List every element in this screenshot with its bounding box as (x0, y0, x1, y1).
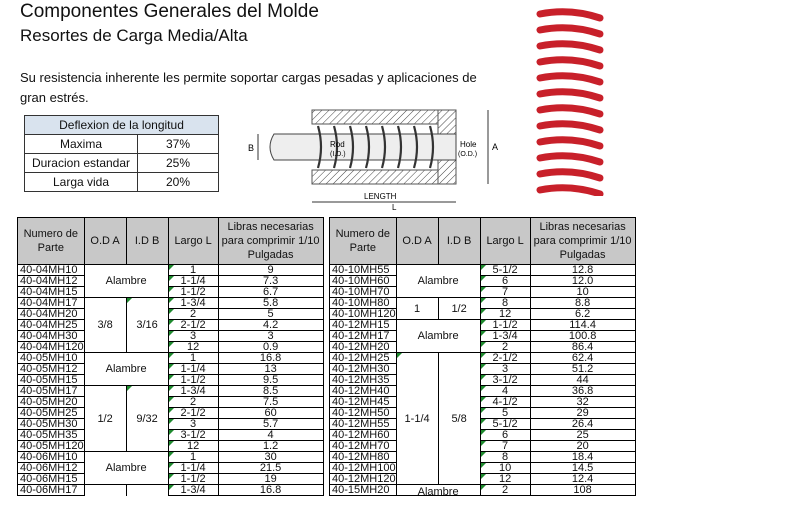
largo-cell: 2 (480, 485, 530, 496)
part-cell: 40-06MH12 (18, 463, 85, 474)
part-cell: 40-04MH20 (18, 309, 85, 320)
table-row (330, 408, 636, 419)
libras-cell: 51.2 (530, 364, 635, 375)
table-row (25, 173, 219, 192)
part-cell: 40-12MH15 (330, 320, 397, 331)
od-cell: 1/2 (84, 386, 126, 452)
table-row (18, 331, 324, 342)
table-row (18, 386, 324, 397)
libras-cell: 44 (530, 375, 635, 386)
table-row (18, 353, 324, 364)
largo-cell: 2 (168, 309, 218, 320)
libras-cell: 60 (218, 408, 323, 419)
page-subtitle: Resortes de Carga Media/Alta (20, 26, 248, 45)
table-row (330, 463, 636, 474)
libras-cell: 100.8 (530, 331, 635, 342)
dim-a-label: A (492, 142, 499, 152)
table-row (18, 463, 324, 474)
part-cell: 40-15MH20 (330, 485, 397, 496)
largo-cell: 4 (480, 386, 530, 397)
largo-cell: 6 (480, 276, 530, 287)
part-cell: 40-05MH30 (18, 419, 85, 430)
part-cell: 40-10MH120 (330, 309, 397, 320)
part-cell: 40-04MH10 (18, 265, 85, 276)
deflection-value: 25% (138, 154, 219, 173)
part-cell: 40-04MH25 (18, 320, 85, 331)
table-row (18, 485, 324, 496)
libras-cell: 0.9 (218, 342, 323, 353)
page-title: Componentes Generales del Molde (20, 1, 319, 22)
part-cell: 40-05MH15 (18, 375, 85, 386)
material-cell: Alambre (84, 265, 168, 298)
col-header-id: I.D B (438, 218, 480, 265)
part-cell: 40-05MH10 (18, 353, 85, 364)
libras-cell: 12.0 (530, 276, 635, 287)
part-cell: 40-10MH80 (330, 298, 397, 309)
table-row (18, 397, 324, 408)
libras-cell: 7.5 (218, 397, 323, 408)
col-header-part: Numero de Parte (18, 218, 85, 265)
part-cell: 40-12MH50 (330, 408, 397, 419)
libras-cell: 8.8 (530, 298, 635, 309)
largo-cell: 1-3/4 (168, 298, 218, 309)
libras-cell: 108 (530, 485, 635, 496)
libras-cell: 12.8 (530, 265, 635, 276)
libras-cell: 18.4 (530, 452, 635, 463)
table-row (330, 419, 636, 430)
libras-cell: 6.2 (530, 309, 635, 320)
part-cell: 40-12MH25 (330, 353, 397, 364)
table-row (330, 265, 636, 276)
part-cell: 40-06MH15 (18, 474, 85, 485)
part-cell: 40-05MH17 (18, 386, 85, 397)
deflection-value: 20% (138, 173, 219, 192)
deflection-label: Larga vida (25, 173, 138, 192)
libras-cell: 3 (218, 331, 323, 342)
part-cell: 40-12MH17 (330, 331, 397, 342)
table-row (330, 375, 636, 386)
part-cell: 40-04MH17 (18, 298, 85, 309)
col-header-od: O.D A (396, 218, 438, 265)
libras-cell: 9 (218, 265, 323, 276)
table-row (18, 309, 324, 320)
libras-cell: 5.7 (218, 419, 323, 430)
part-cell: 40-12MH40 (330, 386, 397, 397)
largo-cell: 3 (168, 419, 218, 430)
table-row (330, 474, 636, 485)
table-row (18, 265, 324, 276)
libras-cell: 21.5 (218, 463, 323, 474)
table-row (330, 287, 636, 298)
libras-cell: 12.4 (530, 474, 635, 485)
largo-cell: 3-1/2 (168, 430, 218, 441)
libras-cell: 62.4 (530, 353, 635, 364)
material-cell: Alambre (396, 320, 480, 353)
table-row (330, 397, 636, 408)
col-header-part: Numero de Parte (330, 218, 397, 265)
libras-cell: 4 (218, 430, 323, 441)
table-row (330, 452, 636, 463)
hole-sub-label: (O.D.) (458, 151, 478, 158)
table-row (18, 276, 324, 287)
col-header-id: I.D B (126, 218, 168, 265)
part-cell: 40-04MH12 (18, 276, 85, 287)
largo-cell: 1-1/2 (168, 287, 218, 298)
part-cell: 40-12MH45 (330, 397, 397, 408)
libras-cell: 8.5 (218, 386, 323, 397)
deflection-label: Duracion estandar (25, 154, 138, 173)
part-cell: 40-06MH10 (18, 452, 85, 463)
part-cell: 40-12MH35 (330, 375, 397, 386)
od-cell: 3/8 (84, 298, 126, 353)
part-cell: 40-12MH120 (330, 474, 397, 485)
table-row (18, 342, 324, 353)
largo-cell: 12 (480, 474, 530, 485)
length-l-label: L (392, 203, 397, 212)
largo-cell: 1-1/2 (480, 320, 530, 331)
largo-cell: 7 (480, 287, 530, 298)
libras-cell: 19 (218, 474, 323, 485)
table-row (18, 287, 324, 298)
largo-cell: 5-1/2 (480, 265, 530, 276)
largo-cell: 12 (168, 342, 218, 353)
libras-cell: 26.4 (530, 419, 635, 430)
table-row (330, 430, 636, 441)
part-cell: 40-05MH12 (18, 364, 85, 375)
libras-cell: 1.2 (218, 441, 323, 452)
part-cell: 40-05MH35 (18, 430, 85, 441)
libras-cell: 6.7 (218, 287, 323, 298)
deflection-table-header: Deflexion de la longitud (25, 116, 219, 135)
largo-cell: 2 (168, 397, 218, 408)
libras-cell: 16.8 (218, 353, 323, 364)
table-row (18, 474, 324, 485)
libras-cell: 4.2 (218, 320, 323, 331)
part-cell: 40-12MH30 (330, 364, 397, 375)
largo-cell: 1 (168, 265, 218, 276)
libras-cell: 30 (218, 452, 323, 463)
largo-cell: 1-3/4 (168, 485, 218, 496)
spring-image (530, 6, 610, 196)
largo-cell: 1 (168, 452, 218, 463)
col-header-libras: Libras necesarias para comprimir 1/10 Pulgadas (218, 218, 323, 265)
od-cell (84, 485, 126, 496)
libras-cell: 10 (530, 287, 635, 298)
part-cell: 40-04MH120 (18, 342, 85, 353)
largo-cell: 1-1/4 (168, 276, 218, 287)
table-row (18, 408, 324, 419)
part-cell: 40-05MH20 (18, 397, 85, 408)
libras-cell: 86.4 (530, 342, 635, 353)
hole-label: Hole (460, 140, 477, 149)
largo-cell: 2-1/2 (480, 353, 530, 364)
largo-cell: 10 (480, 463, 530, 474)
largo-cell: 8 (480, 298, 530, 309)
libras-cell: 5 (218, 309, 323, 320)
table-row (330, 276, 636, 287)
material-cell: Alambre (84, 452, 168, 485)
deflection-label: Maxima (25, 135, 138, 154)
right-spec-table (329, 217, 636, 496)
largo-cell: 1-3/4 (480, 331, 530, 342)
largo-cell: 3-1/2 (480, 375, 530, 386)
largo-cell: 1 (168, 353, 218, 364)
length-label: LENGTH (364, 192, 397, 201)
col-header-largo: Largo L (480, 218, 530, 265)
part-cell: 40-05MH25 (18, 408, 85, 419)
deflection-value: 37% (138, 135, 219, 154)
table-row (330, 353, 636, 364)
libras-cell: 114.4 (530, 320, 635, 331)
table-row (330, 309, 636, 320)
libras-cell: 5.8 (218, 298, 323, 309)
largo-cell: 2-1/2 (168, 408, 218, 419)
largo-cell: 2 (480, 342, 530, 353)
part-cell: 40-10MH70 (330, 287, 397, 298)
col-header-od: O.D A (84, 218, 126, 265)
table-row (330, 441, 636, 452)
material-cell: Alambre (84, 353, 168, 386)
table-row (330, 320, 636, 331)
part-cell: 40-04MH15 (18, 287, 85, 298)
id-cell: 5/8 (438, 353, 480, 485)
largo-cell: 12 (480, 309, 530, 320)
part-cell: 40-12MH60 (330, 430, 397, 441)
deflection-table (24, 115, 219, 192)
id-cell: 1/2 (438, 298, 480, 320)
id-cell (126, 485, 168, 496)
libras-cell: 13 (218, 364, 323, 375)
largo-cell: 3 (480, 364, 530, 375)
table-row (18, 419, 324, 430)
largo-cell: 6 (480, 430, 530, 441)
table-row (18, 364, 324, 375)
largo-cell: 1-1/2 (168, 474, 218, 485)
table-row (18, 298, 324, 309)
largo-cell: 1-3/4 (168, 386, 218, 397)
libras-cell: 29 (530, 408, 635, 419)
od-cell: 1 (396, 298, 438, 320)
part-cell: 40-05MH120 (18, 441, 85, 452)
libras-cell: 16.8 (218, 485, 323, 496)
col-header-libras: Libras necesarias para comprimir 1/10 Pulgadas (530, 218, 635, 265)
part-cell: 40-04MH30 (18, 331, 85, 342)
largo-cell: 7 (480, 441, 530, 452)
rod-label: Rod (330, 140, 345, 149)
table-row (330, 485, 636, 496)
rod-sub-label: (I.D.) (330, 151, 346, 158)
libras-cell: 14.5 (530, 463, 635, 474)
od-cell: 1-1/4 (396, 353, 438, 485)
largo-cell: 12 (168, 441, 218, 452)
id-cell: 9/32 (126, 386, 168, 452)
table-row (18, 375, 324, 386)
material-cell: Alambre (396, 485, 480, 496)
table-row (18, 430, 324, 441)
table-row (330, 331, 636, 342)
table-row (18, 320, 324, 331)
part-cell: 40-12MH100 (330, 463, 397, 474)
dim-b-label: B (248, 143, 255, 153)
table-row (25, 154, 219, 173)
largo-cell: 5 (480, 408, 530, 419)
libras-cell: 36.8 (530, 386, 635, 397)
part-cell: 40-06MH17 (18, 485, 85, 496)
table-row (18, 441, 324, 452)
libras-cell: 7.3 (218, 276, 323, 287)
table-row (330, 342, 636, 353)
libras-cell: 9.5 (218, 375, 323, 386)
largo-cell: 1-1/4 (168, 364, 218, 375)
largo-cell: 1-1/4 (168, 463, 218, 474)
part-cell: 40-12MH80 (330, 452, 397, 463)
left-spec-table (17, 217, 324, 496)
largo-cell: 8 (480, 452, 530, 463)
material-cell: Alambre (396, 265, 480, 298)
largo-cell: 4-1/2 (480, 397, 530, 408)
libras-cell: 25 (530, 430, 635, 441)
table-row (18, 452, 324, 463)
libras-cell: 32 (530, 397, 635, 408)
largo-cell: 5-1/2 (480, 419, 530, 430)
part-cell: 40-12MH55 (330, 419, 397, 430)
table-row (25, 135, 219, 154)
part-cell: 40-10MH60 (330, 276, 397, 287)
largo-cell: 2-1/2 (168, 320, 218, 331)
description-text: Su resistencia inherente les permite soportar cargas pesadas y aplicaciones de gran estrés. (20, 70, 477, 105)
table-row (330, 364, 636, 375)
table-row (330, 386, 636, 397)
part-cell: 40-12MH20 (330, 342, 397, 353)
id-cell: 3/16 (126, 298, 168, 353)
table-row (330, 298, 636, 309)
part-cell: 40-12MH70 (330, 441, 397, 452)
largo-cell: 1-1/2 (168, 375, 218, 386)
part-cell: 40-10MH55 (330, 265, 397, 276)
spring-dimension-diagram (246, 108, 516, 212)
col-header-largo: Largo L (168, 218, 218, 265)
largo-cell: 3 (168, 331, 218, 342)
libras-cell: 20 (530, 441, 635, 452)
